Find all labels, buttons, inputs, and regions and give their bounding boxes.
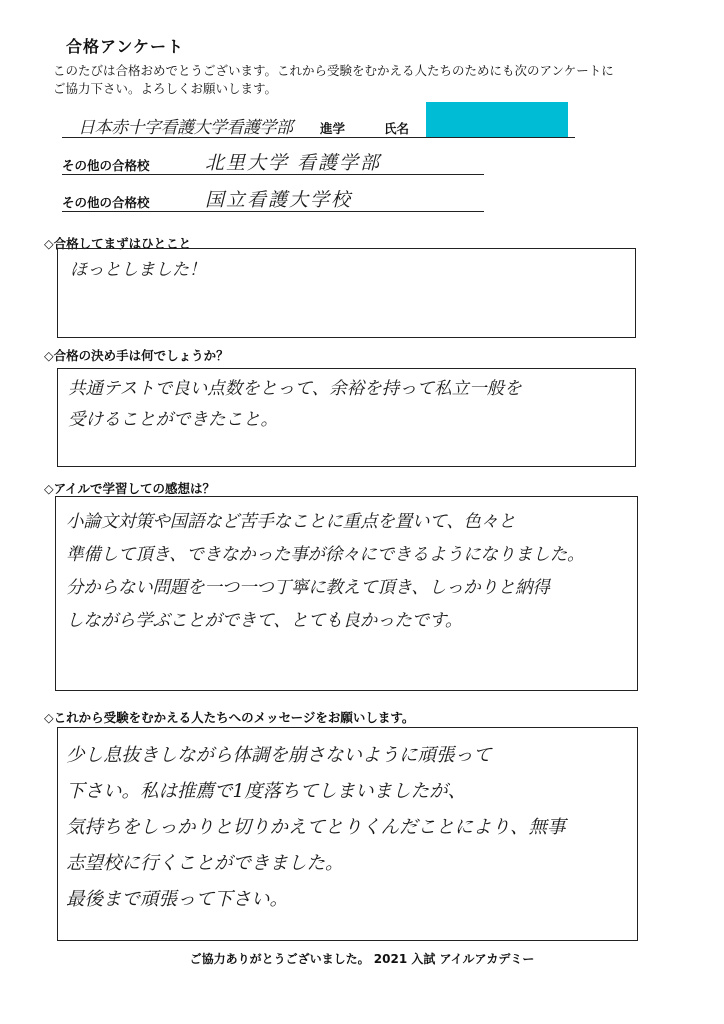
question-1-answer [70, 255, 206, 280]
answer-line: 下さい。私は推薦で1度落ちてしまいましたが、 [66, 781, 467, 802]
school-underline [62, 137, 575, 138]
answer-line: 少し息抜きしながら体調を崩さないように頑張って [66, 745, 492, 766]
answer-line: ほっとしました！ [70, 260, 206, 280]
form-title: 合格アンケート [66, 37, 185, 56]
name-label: 氏名 [384, 121, 410, 136]
question-3-answer [66, 506, 584, 638]
question-3-label: ◇アイルで学習しての感想は？ [44, 481, 215, 496]
question-2-label: ◇合格の決め手は何でしょうか？ [44, 348, 229, 363]
answer-line: 準備して頂き、できなかった事が徐々にできるようになりました。 [66, 545, 585, 565]
question-2-answer [68, 374, 522, 436]
question-1-label: ◇合格してまずはひとこと [44, 236, 192, 251]
other-label-2: その他の合格校 [62, 195, 150, 210]
footer: ご協力ありがとうございました。 2021 入試 アイルアカデミー [189, 952, 535, 966]
other-value-1: 北里大学 看護学部 [205, 152, 382, 174]
answer-line: 分からない問題を一つ一つ丁寧に教えて頂き、しっかりと納得 [66, 578, 550, 598]
intro-line-2: ご協力下さい。よろしくお願いします。 [53, 81, 278, 96]
advance-label: 進学 [320, 121, 346, 136]
name-redaction [426, 102, 568, 138]
other-underline-2 [62, 211, 484, 212]
answer-line: 志望校に行くことができました。 [66, 853, 344, 874]
other-label-1: その他の合格校 [62, 158, 150, 173]
other-underline-1 [62, 174, 484, 175]
question-4-answer [66, 738, 566, 918]
answer-line: しながら学ぶことができて、とても良かったです。 [66, 611, 463, 631]
intro-line-1: このたびは合格おめでとうございます。これから受験をむかえる人たちのためにも次のアンケートに [53, 63, 614, 78]
other-value-2: 国立看護大学校 [205, 189, 353, 211]
answer-line: 小論文対策や国語など苦手なことに重点を置いて、色々と [66, 512, 516, 532]
answer-line: 受けることができたこと。 [68, 410, 278, 430]
answer-line: 共通テストで良い点数をとって、余裕を持って私立一般を [68, 379, 522, 399]
question-4-label: ◇これから受験をむかえる人たちへのメッセージをお願いします。 [44, 710, 415, 725]
answer-line: 気持ちをしっかりと切りかえてとりくんだことにより、無事 [66, 817, 566, 838]
school-value: 日本赤十字看護大学看護学部 [78, 118, 293, 138]
answer-line: 最後まで頑張って下さい。 [66, 889, 289, 910]
